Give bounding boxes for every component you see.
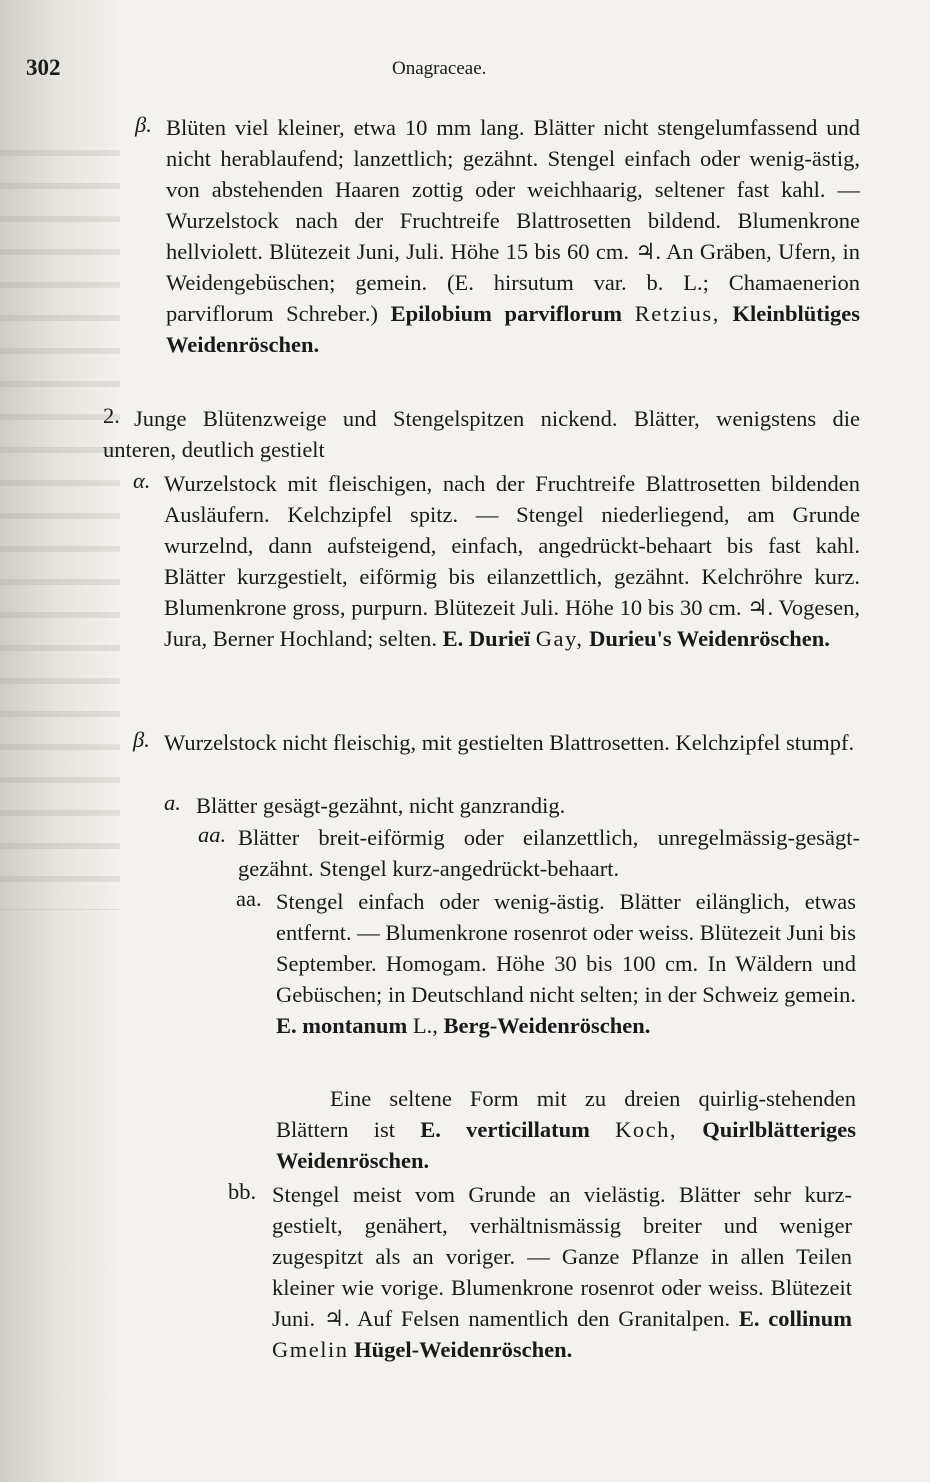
- species-author: Gmelin: [272, 1337, 349, 1362]
- entry-alpha-duriei: [164, 468, 860, 654]
- note-text: Eine seltene Form mit zu dreien quirlig-stehenden Blättern ist: [276, 1086, 856, 1142]
- common-name: Hügel-Weidenröschen.: [354, 1337, 573, 1362]
- entry-text: Blätter gesägt-gezähnt, nicht ganzrandig.: [196, 793, 566, 818]
- species-name: E. montanum: [276, 1013, 408, 1038]
- entry-label-beta-2: β.: [133, 727, 150, 752]
- running-title: Onagraceae.: [392, 58, 487, 79]
- species-author: Retzius,: [634, 301, 720, 326]
- note-verticillatum: [276, 1083, 856, 1176]
- entry-2-nodding: [103, 403, 860, 465]
- page-number: 302: [26, 55, 61, 80]
- entry-label-aa-italic: aa.: [198, 822, 227, 847]
- common-name: Durieu's Weidenröschen.: [589, 626, 830, 651]
- species-name: E. Durieï: [442, 626, 531, 651]
- entry-label-bb: bb.: [228, 1179, 257, 1204]
- entry-text: Junge Blütenzweige und Stengelspitzen nickend. Blätter, wenigstens die unteren, deutlich gestielt: [103, 406, 860, 462]
- species-author: Gay,: [535, 626, 584, 651]
- entry-label-alpha: α.: [133, 468, 151, 493]
- common-name: Quirlblätteriges Weidenröschen.: [276, 1117, 857, 1173]
- common-name: Berg-Weidenröschen.: [443, 1013, 651, 1038]
- entry-label-a: a.: [164, 790, 181, 815]
- entry-text: Blätter breit-eiförmig oder eilanzettlich, unregelmässig-gesägt-gezähnt. Stengel kurz-angedrückt-behaart.: [238, 825, 860, 881]
- entry-text: Blüten viel kleiner, etwa 10 mm lang. Blätter nicht stengelumfassend und nicht herablaufend; lanzettlich; gezähnt. Stengel einfach oder wenig-ästig, von abstehenden Haaren zottig oder weichhaarig, seltener fast kahl. — Wurzelstock nach der Fruchtreife Blattrosetten bildend. Blumenkrone hellviolett. Blütezeit Juni, Juli. Höhe 15 bis 60 cm. ♃. An Gräben, Ufern, in Weidengebüschen; gemein. (E. hirsutum var. b. L.; Chamaenerion parviflorum Schreber.): [166, 115, 860, 326]
- entry-text: Wurzelstock nicht fleischig, mit gestielten Blattrosetten. Kelchzipfel stumpf.: [164, 730, 855, 755]
- species-name: E. collinum: [738, 1306, 853, 1331]
- common-name: Kleinblütiges Weidenröschen.: [166, 301, 861, 357]
- entry-bb-collinum: [272, 1179, 852, 1365]
- entry-label-beta-1: β.: [135, 112, 152, 137]
- entry-beta-parviflorum: [166, 112, 860, 360]
- species-author: Koch,: [615, 1117, 678, 1142]
- species-name: Epilobium parviflorum: [390, 301, 623, 326]
- entry-text: Stengel meist vom Grunde an vielästig. Blätter sehr kurz-gestielt, genähert, verhältnismässig breiter und weniger zugespitzt als an voriger. — Ganze Pflanze in allen Teilen kleiner wie vorige. Blumenkrone rosenrot oder weiss. Blütezeit Juni. ♃. Auf Felsen namentlich den Granitalpen.: [272, 1182, 852, 1331]
- entry-beta-not-fleshy: [164, 727, 860, 758]
- entry-text: Stengel einfach oder wenig-ästig. Blätter eilänglich, etwas entfernt. — Blumenkrone rosenrot oder weiss. Blütezeit Juni bis September. Homogam. Höhe 30 bis 100 cm. In Wäldern und Gebüschen; in Deutschland nicht selten; in der Schweiz gemein.: [276, 889, 856, 1007]
- entry-text: Wurzelstock mit fleischigen, nach der Fruchtreife Blattrosetten bildenden Ausläufern. Kelchzipfel spitz. — Stengel niederliegend, am Grunde wurzelnd, dann aufsteigend, einfach, angedrückt-behaart bis fast kahl. Blätter kurzgestielt, eiförmig bis eilanzettlich, gezähnt. Kelchröhre kurz. Blumenkrone gross, purpurn. Blütezeit Juli. Höhe 10 bis 30 cm. ♃. Vogesen, Jura, Berner Hochland; selten.: [164, 471, 860, 651]
- running-header: [0, 55, 930, 85]
- entry-aa-broad-ovate: [238, 822, 860, 884]
- species-author: L.,: [412, 1013, 438, 1038]
- entry-label-aa: aa.: [236, 886, 262, 911]
- species-name: E. verticillatum: [420, 1117, 590, 1142]
- entry-aa-montanum: [276, 886, 856, 1041]
- entry-a-serrate: [196, 790, 860, 821]
- entry-label-2: 2.: [103, 403, 120, 428]
